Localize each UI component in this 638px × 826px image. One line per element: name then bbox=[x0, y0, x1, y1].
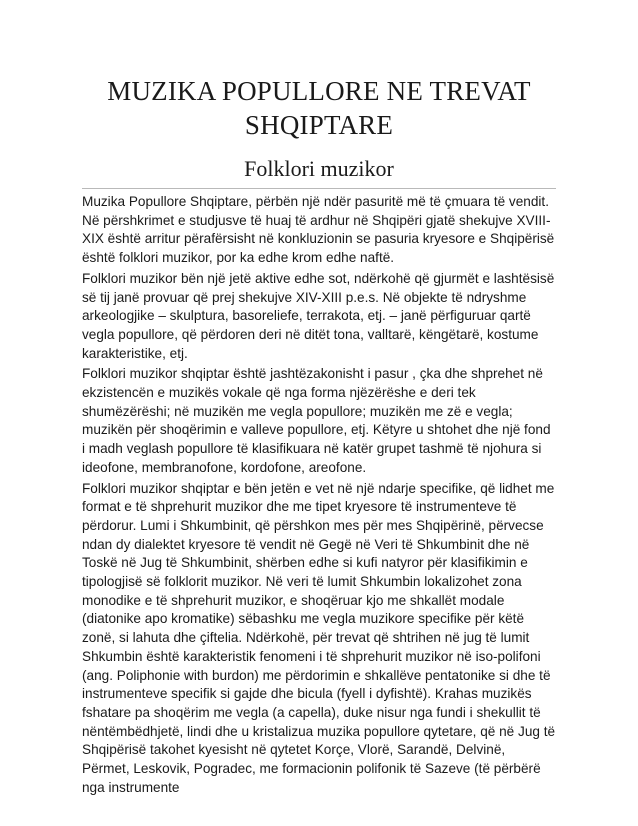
document-title: MUZIKA POPULLORE NE TREVAT SHQIPTARE bbox=[107, 76, 531, 140]
paragraph-3: Folklori muzikor shqiptar është jashtëzakonisht i pasur , çka dhe shprehet në ekzistencën e muzikës vokale që nga forma njëzërëshe e deri tek shumëzërëshi; në muzikën me vegla popullore; muzikën me zë e vegla; muzikën për shoqërimin e valleve popullore, etj. Këtyre u shtohet dhe një fond i madh veglash popullore të klasifikuara në katër grupet tashmë të njohura si ideofone, membranofone, kordofone, areofone. bbox=[82, 366, 551, 475]
section-heading: Folklori muzikor bbox=[244, 156, 394, 181]
heading-divider bbox=[82, 188, 556, 189]
paragraph-2: Folklori muzikor bën një jetë aktive edhe sot, ndërkohë që gjurmët e lashtësisë së tij janë provuar që prej shekujve XIV-XIII p.e.s. Në objekte të ndryshme arkeologjike – skulptura, basoreliefe, terrakota, etj. – janë përfiguruar qartë vegla popullore, që përdoren deri në ditët tona, valltarë, këngëtarë, kostume karakteristike, etj. bbox=[82, 270, 555, 361]
paragraph-1: Muzika Popullore Shqiptare, përbën një ndër pasuritë më të çmuara të vendit. Në përshkrimet e studjusve të huaj të ardhur në Shqipëri gjatë shekujve XVIII-XIX është arritur përafërsisht në konkluzionin se pasuria kryesore e Shqipërisë është folklori muzikor, por ka edhe krom edhe naftë. bbox=[82, 194, 555, 266]
paragraph-4: Folklori muzikor shqiptar e bën jetën e vet në një ndarje specifike, që lidhet me format e të shprehurit muzikor dhe me tipet kryesore të instrumenteve të përdorur. Lumi i Shkumbinit, që përshkon mes për mes Shqipërinë, përvecse ndan dy dialektet kryesore të vendit në Gegë në Veri të Shkumbinit dhe në Toskë në Jug të Shkumbinit, shërben edhe si kufi natyror për klasifikimin e tipologjisë së folklorit muzikor. Në veri të lumit Shkumbin lokalizohet zona monodike e të shprehurit muzikor, e shoqëruar kjo me shkallët modale (diatonike apo kromatike) sëbashku me vegla muzikore specifike për këtë zonë, si lahuta dhe çiftelia. Ndërkohë, për trevat që shtrihen në jug të lumit Shkumbin është karakteristik fenomeni i të shprehurit muzikor në iso-polifoni (ang. Poliphonie with burdon) me përdorimin e shkallëve pentatonike si dhe të instrumenteve specifik si gajde dhe bicula (fyell i dyfishtë). Krahas muzikës fshatare pa shoqërim me vegla (a capella), duke nisur nga fundi i shekullit të nëntëmbëdhjetë, lindi dhe u kristalizua muzika popullore qytetare, që në Jug të Shqipërisë takohet kyesisht në qytetet Korçe, Vlorë, Sarandë, Delvinë, Përmet, Leskovik, Pogradec, me formacionin polifonik të Sazeve (të përbërë nga instrumente bbox=[82, 480, 556, 795]
